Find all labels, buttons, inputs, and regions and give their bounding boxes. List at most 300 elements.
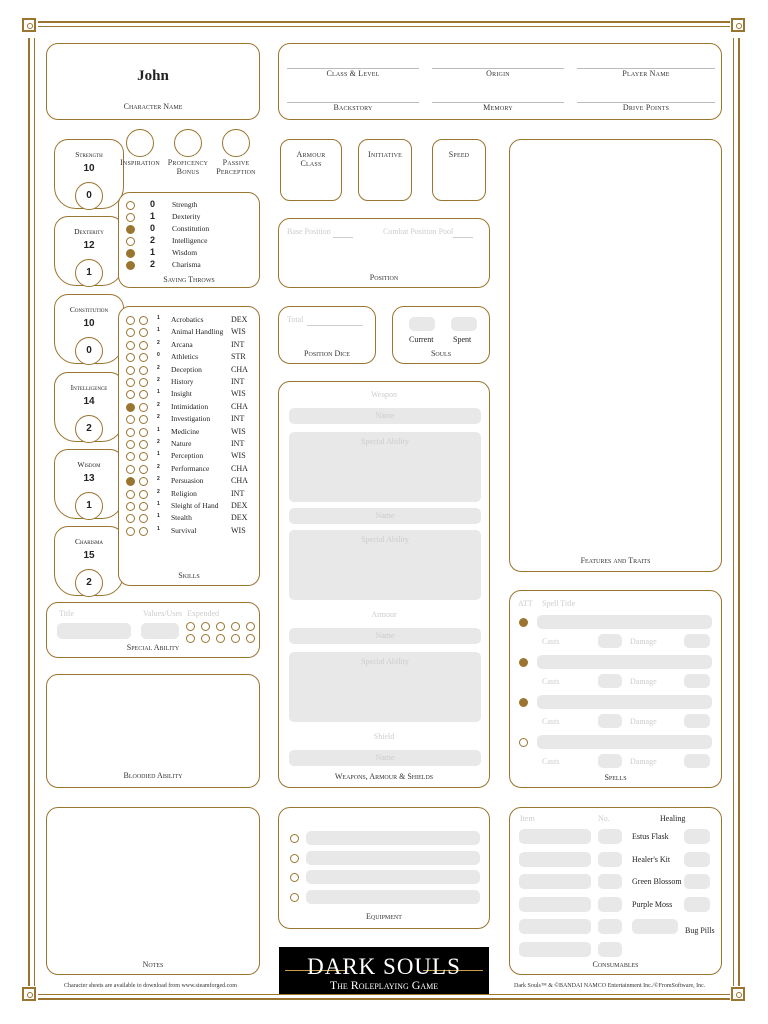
attunement-dot-icon[interactable] [519, 698, 528, 707]
footer-left-text: Character sheets are available to download from www.steamforged.com [64, 983, 237, 989]
expended-dot-icon[interactable] [231, 634, 240, 643]
saving-throw-value: 2 [150, 235, 156, 245]
spell-title-field[interactable] [537, 615, 712, 629]
skill-value: 2 [157, 414, 160, 421]
souls-panel [392, 306, 490, 364]
skill-value: 1 [157, 327, 160, 334]
spell-title-field[interactable] [537, 735, 712, 749]
spell-damage-field[interactable] [684, 754, 710, 768]
skill-value: 0 [157, 352, 160, 359]
saving-throw-name: Charisma [172, 260, 201, 269]
expertise-dot-icon[interactable] [139, 390, 148, 399]
consumable-count-field[interactable] [598, 829, 622, 844]
skill-name: Sleight of Hand [171, 501, 219, 510]
expertise-dot-icon[interactable] [139, 477, 148, 486]
proficiency-dot-icon[interactable] [126, 378, 135, 387]
logo-subtitle: The Roleplaying Game [329, 978, 439, 992]
ability-modifier[interactable]: 0 [75, 337, 103, 365]
consumables-no-label: No. [598, 814, 610, 823]
proficiency-dot-icon[interactable] [126, 415, 135, 424]
skill-value: 1 [157, 451, 160, 458]
skill-name: Nature [171, 439, 192, 448]
proficiency-dot-icon[interactable] [126, 452, 135, 461]
special-ability-panel [46, 602, 260, 658]
weapon2-special-ability-field[interactable] [289, 530, 481, 600]
souls-current-label: Current [409, 335, 434, 344]
skill-value: 2 [157, 401, 160, 408]
expertise-dot-icon[interactable] [139, 403, 148, 412]
frame-bottom-rule [38, 998, 730, 1000]
skill-value: 1 [157, 525, 160, 532]
spells-title-label: Spell Title [542, 599, 576, 608]
expertise-dot-icon[interactable] [139, 452, 148, 461]
proficiency-dot-icon[interactable] [126, 502, 135, 511]
expertise-dot-icon[interactable] [139, 490, 148, 499]
skill-value: 2 [157, 463, 160, 470]
souls-title: Souls [430, 349, 452, 358]
ability-constitution [54, 294, 124, 364]
skill-row [126, 414, 256, 426]
skill-value: 1 [157, 501, 160, 507]
position-title: Position [369, 273, 399, 282]
skill-row [126, 489, 256, 501]
proficiency-dot-icon[interactable] [126, 213, 135, 222]
expertise-dot-icon[interactable] [139, 341, 148, 350]
skill-row [126, 377, 256, 389]
proficiency-dot-icon[interactable] [126, 390, 135, 399]
skill-name: History [171, 377, 194, 386]
armour-name-label: Name [375, 631, 395, 640]
skill-value: 2 [157, 476, 160, 483]
ability-name: Intelligence [70, 383, 108, 392]
ability-name: Charisma [74, 537, 104, 546]
skill-row [126, 501, 256, 513]
drive-points-label: Drive Points [622, 103, 670, 112]
consumable-item-field[interactable] [519, 874, 591, 889]
frame-top-rule [38, 21, 730, 23]
armour-class-label-1: Armour [296, 150, 326, 159]
speed-label: Speed [448, 150, 470, 159]
saving-throw-value: 1 [150, 211, 156, 221]
saving-throw-row [126, 247, 236, 259]
spell-casts-label: Casts [542, 757, 560, 766]
skill-value: 2 [157, 439, 160, 445]
special-ability-title-label: Title [59, 609, 74, 618]
ability-intelligence [54, 372, 124, 442]
skill-row [126, 464, 256, 476]
equipment-item-field[interactable] [306, 831, 480, 845]
initiative-box[interactable] [358, 139, 412, 201]
spell-damage-field[interactable] [684, 714, 710, 728]
expertise-dot-icon[interactable] [139, 527, 148, 536]
saving-throw-row [126, 235, 236, 247]
expertise-dot-icon[interactable] [139, 328, 148, 337]
expended-dot-icon[interactable] [201, 622, 210, 631]
ornament-corner-icon [731, 987, 745, 1001]
skill-name: Persuasion [171, 476, 204, 486]
spell-damage-label: Damage [630, 717, 657, 726]
proficiency-dot-icon[interactable] [126, 440, 135, 449]
skill-name: Insight [171, 389, 192, 399]
souls-spent-field[interactable] [451, 317, 477, 331]
frame-right-rule [738, 38, 740, 986]
consumables-item-label: Item [520, 814, 535, 823]
skill-name: Intimidation [171, 401, 209, 411]
proficiency-dot-icon[interactable] [126, 465, 135, 474]
proficiency-dot-icon[interactable] [126, 261, 135, 270]
attunement-dot-icon[interactable] [519, 658, 528, 667]
weapon-special-ability-field[interactable] [289, 432, 481, 502]
consumable-item-field[interactable] [519, 919, 591, 934]
skill-name: Athletics [171, 352, 199, 362]
skill-row [126, 352, 256, 364]
ability-name: Constitution [69, 305, 109, 314]
saving-throw-name: Wisdom [172, 248, 198, 257]
skill-value: 1 [157, 426, 160, 433]
skill-name: Performance [171, 463, 210, 473]
skill-name: Medicine [171, 426, 200, 436]
combat-position-pool-field[interactable] [453, 237, 473, 238]
souls-spent-label: Spent [453, 335, 472, 344]
ability-name: Wisdom [77, 460, 101, 469]
proficiency-dot-icon[interactable] [126, 403, 135, 412]
skill-value: 1 [157, 389, 160, 396]
skill-name: Arcana [171, 339, 193, 349]
dark-souls-logo [279, 947, 489, 994]
healing-item-name: Healer's Kit [632, 854, 671, 864]
weapon-name-field[interactable] [289, 408, 481, 424]
saving-throw-row [126, 223, 236, 235]
shield-name-field[interactable] [289, 750, 481, 766]
armour-class-box[interactable] [280, 139, 342, 201]
weapon-name-label: Name [375, 411, 395, 420]
consumable-item-field[interactable] [519, 829, 591, 844]
proficiency-bonus-label-1: Proficency [167, 158, 209, 167]
ability-score[interactable]: 15 [83, 550, 95, 561]
skill-attribute: INT [231, 377, 245, 386]
saving-throws-title: Saving Throws [163, 275, 215, 284]
total-field[interactable] [307, 325, 363, 326]
ability-strength [54, 139, 124, 209]
ability-name: Dexterity [74, 227, 104, 236]
notes-panel[interactable] [46, 807, 260, 975]
consumable-count-field[interactable] [598, 942, 622, 957]
skill-value: 1 [157, 513, 160, 520]
armour-special-ability-field[interactable] [289, 652, 481, 722]
equipment-item-field[interactable] [306, 870, 480, 884]
armour-label: Armour [371, 610, 397, 619]
spells-title: Spells [604, 773, 627, 782]
expertise-dot-icon[interactable] [139, 465, 148, 474]
spell-casts-field[interactable] [598, 634, 622, 648]
saving-throw-value: 0 [150, 223, 156, 233]
expended-dot-icon[interactable] [246, 634, 255, 643]
ability-score[interactable]: 13 [83, 473, 95, 484]
ornament-corner-icon [731, 18, 745, 32]
skill-name: Religion [171, 488, 197, 498]
character-details-panel [278, 43, 722, 120]
position-dice-title: Position Dice [304, 349, 350, 358]
expertise-dot-icon[interactable] [139, 353, 148, 362]
ability-modifier[interactable]: 1 [75, 492, 103, 520]
proficiency-dot-icon[interactable] [126, 514, 135, 523]
healing-item-name: Green Blossom [632, 877, 682, 886]
skill-row [126, 365, 256, 377]
skill-value: 2 [157, 377, 160, 383]
spell-damage-label: Damage [630, 677, 657, 686]
expertise-dot-icon[interactable] [139, 428, 148, 437]
spell-title-field[interactable] [537, 655, 712, 669]
healing-item-field[interactable] [632, 919, 678, 934]
shield-label: Shield [373, 732, 395, 741]
class-level-label: Class & Level [326, 69, 380, 78]
equipment-dot-icon[interactable] [290, 854, 299, 863]
spell-casts-field[interactable] [598, 754, 622, 768]
proficiency-dot-icon[interactable] [126, 201, 135, 210]
consumable-count-field[interactable] [598, 897, 622, 912]
spell-damage-field[interactable] [684, 674, 710, 688]
ability-wisdom [54, 449, 124, 519]
skill-attribute: DEX [231, 501, 248, 510]
proficiency-bonus-circle[interactable] [174, 129, 202, 157]
skill-name: Deception [171, 364, 202, 374]
healing-item-count-field[interactable] [684, 829, 710, 844]
expertise-dot-icon[interactable] [139, 378, 148, 387]
equipment-dot-icon[interactable] [290, 893, 299, 902]
skill-name: Animal Handling [171, 327, 224, 337]
skill-row [126, 451, 256, 463]
skill-name: Acrobatics [171, 315, 204, 324]
healing-item-count-field[interactable] [684, 897, 710, 912]
healing-item-count-field[interactable] [684, 852, 710, 867]
expertise-dot-icon[interactable] [139, 366, 148, 375]
proficiency-dot-icon[interactable] [126, 225, 135, 234]
inspiration-circle[interactable] [126, 129, 154, 157]
spell-damage-field[interactable] [684, 634, 710, 648]
ability-modifier[interactable]: 2 [75, 569, 103, 597]
skill-attribute: WIS [231, 389, 246, 399]
memory-label: Memory [483, 103, 513, 112]
spell-casts-label: Casts [542, 637, 560, 646]
souls-current-field[interactable] [409, 317, 435, 331]
proficiency-bonus-label-2: Bonus [176, 167, 200, 176]
expertise-dot-icon[interactable] [139, 440, 148, 449]
base-position-field[interactable] [333, 237, 353, 238]
frame-top-rule-inner [38, 26, 730, 27]
skill-attribute: CHA [231, 463, 248, 473]
spells-att-label: ATT [518, 599, 533, 608]
equipment-dot-icon[interactable] [290, 834, 299, 843]
skill-attribute: DEX [231, 513, 248, 523]
skill-attribute: INT [231, 439, 245, 448]
proficiency-dot-icon[interactable] [126, 366, 135, 375]
skill-row [126, 340, 256, 352]
spell-damage-label: Damage [630, 637, 657, 646]
frame-bottom-rule-inner [38, 994, 730, 995]
total-label: Total [287, 315, 304, 324]
special-ability-expended-label: Expended [187, 609, 219, 618]
healing-item-count-field[interactable] [684, 874, 710, 889]
equipment-title: Equipment [366, 912, 402, 921]
expertise-dot-icon[interactable] [139, 514, 148, 523]
skill-row [126, 402, 256, 414]
consumable-item-field[interactable] [519, 852, 591, 867]
expended-dot-icon[interactable] [216, 634, 225, 643]
spell-casts-label: Casts [542, 677, 560, 686]
saving-throw-name: Intelligence [172, 236, 208, 245]
ability-name: Strength [75, 150, 103, 159]
bloodied-ability-panel[interactable] [46, 674, 260, 788]
backstory-label: Backstory [333, 103, 373, 112]
expended-dot-icon[interactable] [216, 622, 225, 631]
origin-label: Origin [486, 69, 510, 78]
inspiration-label: Inspiration [120, 158, 160, 167]
spell-title-field[interactable] [537, 695, 712, 709]
special-ability-title-field[interactable] [57, 623, 131, 639]
expended-dot-icon[interactable] [186, 634, 195, 643]
position-panel [278, 218, 490, 288]
consumable-item-field[interactable] [519, 942, 591, 957]
armour-special-ability-label: Special Ability [361, 657, 409, 666]
frame-right-rule-inner [733, 38, 734, 986]
position-dice-panel [278, 306, 376, 364]
saving-throw-name: Dexterity [172, 212, 201, 221]
expended-dot-icon[interactable] [246, 622, 255, 631]
bloodied-ability-title: Bloodied Ability [123, 771, 183, 780]
ability-score[interactable]: 12 [83, 240, 95, 251]
weapon-label: Weapon [370, 390, 397, 399]
skill-attribute: INT [231, 488, 245, 498]
character-name-value[interactable]: John [137, 68, 169, 84]
skill-attribute: WIS [231, 451, 246, 461]
shield-name-label: Name [375, 753, 395, 762]
character-name-label: Character Name [123, 102, 183, 111]
saving-throw-name: Strength [172, 200, 198, 209]
equipment-item-field[interactable] [306, 890, 480, 904]
consumable-count-field[interactable] [598, 852, 622, 867]
expertise-dot-icon[interactable] [139, 415, 148, 424]
skill-attribute: INT [231, 339, 245, 349]
weapon2-name-label: Name [375, 511, 395, 520]
saving-throw-value: 0 [150, 199, 156, 209]
features-traits-title: Features and Traits [580, 556, 651, 565]
healing-item-name: Bug Pills [685, 926, 715, 935]
skill-row [126, 427, 256, 439]
frame-left-rule [28, 38, 30, 986]
skill-row [126, 315, 256, 327]
skill-name: Stealth [171, 513, 192, 523]
skill-value: 2 [157, 488, 160, 495]
skill-row [126, 513, 256, 525]
skill-attribute: WIS [231, 327, 246, 337]
special-ability-values-field[interactable] [141, 623, 179, 639]
ability-modifier[interactable]: 1 [75, 259, 103, 287]
weapon2-special-ability-label: Special Ability [361, 535, 409, 544]
proficiency-dot-icon[interactable] [126, 328, 135, 337]
armour-name-field[interactable] [289, 628, 481, 644]
saving-throw-row [126, 259, 236, 271]
frame-left-rule-inner [34, 38, 35, 986]
passive-perception-circle[interactable] [222, 129, 250, 157]
special-ability-values-label: Values/Uses [143, 609, 183, 618]
skill-value: 2 [157, 364, 160, 371]
expended-dot-icon[interactable] [186, 622, 195, 631]
proficiency-dot-icon[interactable] [126, 316, 135, 325]
skill-name: Survival [171, 525, 197, 535]
proficiency-dot-icon[interactable] [126, 428, 135, 437]
skill-attribute: WIS [231, 525, 246, 535]
skill-row [126, 526, 256, 538]
equipment-panel [278, 807, 490, 929]
skill-attribute: STR [231, 352, 246, 362]
proficiency-dot-icon[interactable] [126, 249, 135, 258]
equipment-item-field[interactable] [306, 851, 480, 865]
proficiency-dot-icon[interactable] [126, 237, 135, 246]
consumable-count-field[interactable] [598, 874, 622, 889]
spell-casts-field[interactable] [598, 714, 622, 728]
attunement-dot-icon[interactable] [519, 618, 528, 627]
spell-casts-field[interactable] [598, 674, 622, 688]
skill-attribute: WIS [231, 426, 246, 436]
ability-charisma [54, 526, 124, 596]
saving-throw-row [126, 199, 236, 211]
expertise-dot-icon[interactable] [139, 502, 148, 511]
footer-right-text: Dark Souls™ & ©BANDAI NAMCO Entertainment Inc./©FromSoftware, Inc. [514, 983, 706, 989]
skill-attribute: CHA [231, 364, 248, 374]
proficiency-dot-icon[interactable] [126, 341, 135, 350]
proficiency-dot-icon[interactable] [126, 353, 135, 362]
ability-modifier[interactable]: 0 [75, 182, 103, 210]
ability-score[interactable]: 10 [83, 163, 95, 174]
special-ability-title: Special Ability [126, 643, 180, 652]
attunement-dot-icon[interactable] [519, 738, 528, 747]
weapon2-name-field[interactable] [289, 508, 481, 524]
ability-score[interactable]: 10 [83, 318, 95, 329]
skill-row [126, 327, 256, 339]
saving-throw-value: 1 [150, 247, 156, 257]
saving-throw-value: 2 [150, 259, 156, 269]
equipment-dot-icon[interactable] [290, 873, 299, 882]
ability-dexterity [54, 216, 124, 286]
consumables-healing-label: Healing [660, 814, 686, 823]
passive-perception-label-1: Passive [222, 158, 250, 167]
expertise-dot-icon[interactable] [139, 316, 148, 325]
skill-row [126, 389, 256, 401]
consumable-count-field[interactable] [598, 919, 622, 934]
features-traits-panel[interactable] [509, 139, 722, 572]
ornament-corner-icon [22, 18, 36, 32]
expended-dot-icon[interactable] [201, 634, 210, 643]
base-position-label: Base Position [287, 227, 331, 236]
ability-score[interactable]: 14 [83, 396, 95, 407]
skill-attribute: CHA [231, 401, 248, 411]
saving-throw-name: Constitution [172, 224, 210, 233]
passive-perception-label-2: Perception [216, 167, 256, 176]
skill-value: 1 [157, 315, 160, 321]
weapon-special-ability-label: Special Ability [361, 437, 409, 446]
spell-damage-label: Damage [630, 757, 657, 766]
proficiency-dot-icon[interactable] [126, 527, 135, 536]
expended-dot-icon[interactable] [231, 622, 240, 631]
consumable-item-field[interactable] [519, 897, 591, 912]
speed-box[interactable] [432, 139, 486, 201]
ability-modifier[interactable]: 2 [75, 415, 103, 443]
skill-attribute: CHA [231, 476, 248, 486]
initiative-label: Initiative [368, 150, 402, 159]
proficiency-dot-icon[interactable] [126, 490, 135, 499]
skills-title: Skills [178, 571, 200, 580]
proficiency-dot-icon[interactable] [126, 477, 135, 486]
